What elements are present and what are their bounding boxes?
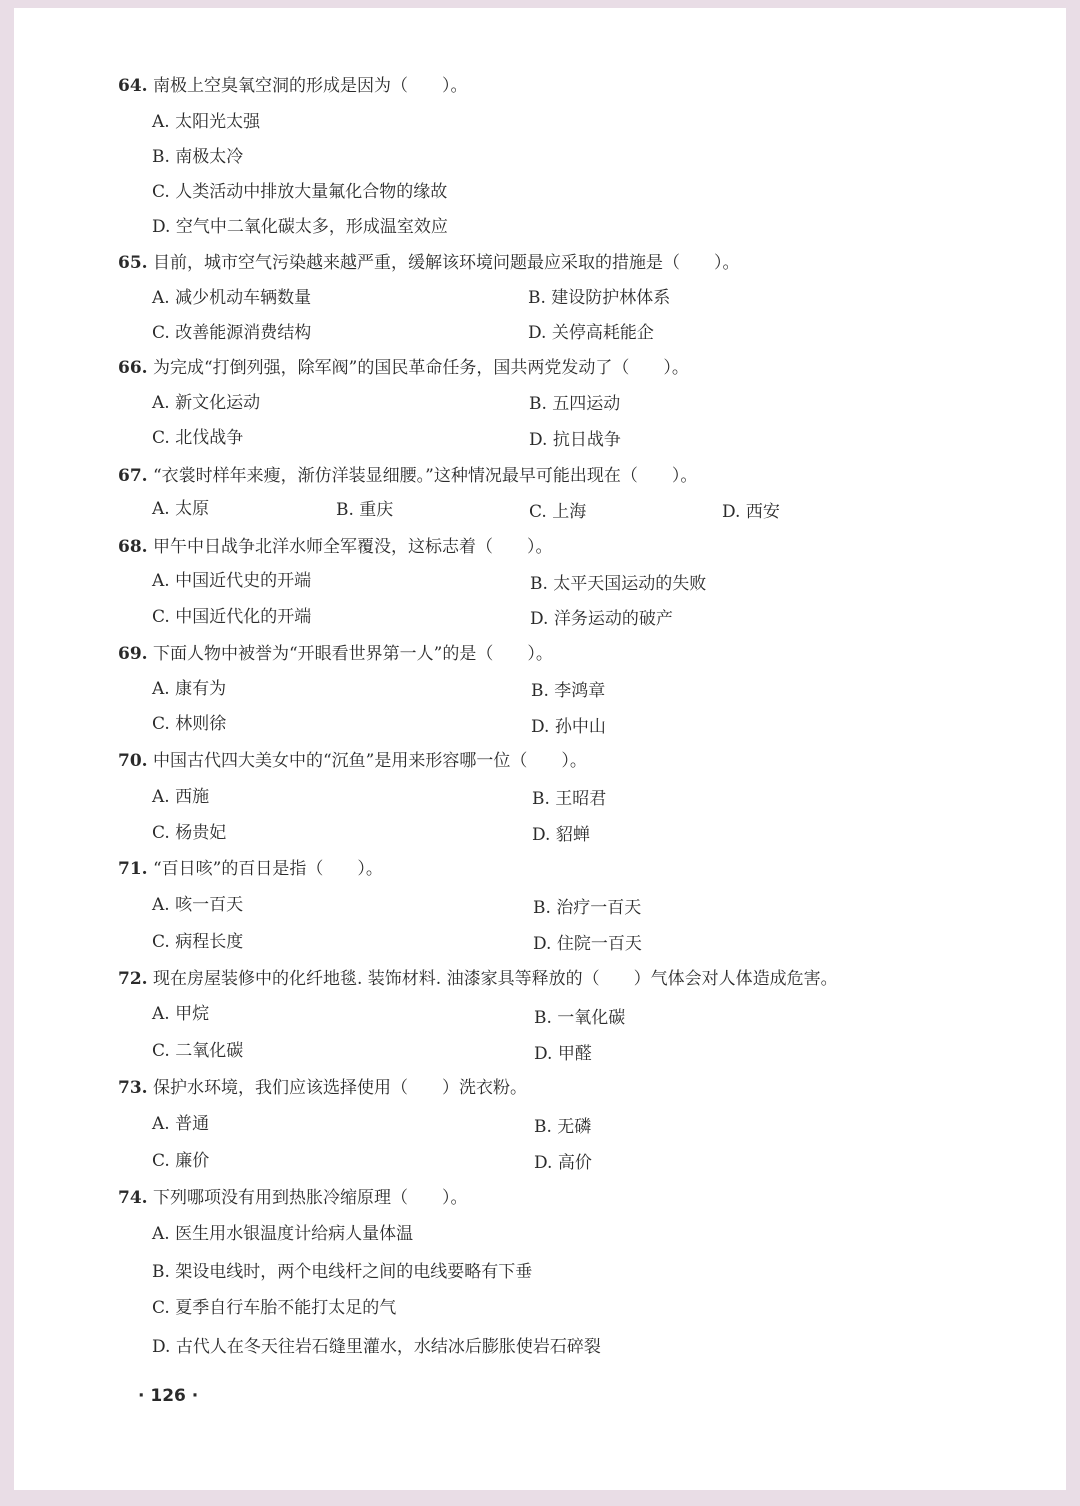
option-a: A. 新文化运动	[152, 393, 261, 413]
option-a: A. 咳一百天	[152, 895, 244, 915]
question-65	[118, 251, 739, 275]
question-67	[118, 464, 697, 488]
question-text: 现在房屋装修中的化纤地毯. 装饰材料. 油漆家具等释放的（ ）气体会对人体造成危害。	[152, 969, 838, 989]
option-b: B. 重庆	[336, 500, 394, 520]
question-text: 目前，城市空气污染越来越严重，缓解该环境问题最应采取的措施是（ ）。	[152, 253, 740, 273]
question-72	[118, 967, 838, 991]
option-c: C. 二氧化碳	[152, 1041, 244, 1061]
option-a: A. 太原	[152, 499, 210, 519]
question-69	[118, 642, 553, 666]
question-text: “百日咳”的百日是指（ ）。	[152, 859, 383, 879]
option-a: A. 普通	[152, 1114, 210, 1134]
question-number: 72.	[118, 969, 148, 989]
option-c: C. 北伐战争	[152, 428, 244, 448]
option-a: A. 甲烷	[152, 1004, 210, 1024]
option-b: B. 一氧化碳	[534, 1008, 626, 1028]
option-d: D. 西安	[722, 502, 780, 522]
question-number: 70.	[118, 751, 148, 771]
question-text: “衣裳时样年来瘦，渐仿洋装显细腰。”这种情况最早可能出现在（ ）。	[152, 466, 698, 486]
option-c: C. 杨贵妃	[152, 823, 227, 843]
question-text: 南极上空臭氧空洞的形成是因为（ ）。	[152, 76, 468, 96]
page-number: · 126 ·	[138, 1386, 199, 1406]
question-number: 74.	[118, 1188, 148, 1208]
option-c: C. 改善能源消费结构	[152, 323, 312, 343]
question-number: 69.	[118, 644, 148, 664]
option-a: A. 西施	[152, 787, 210, 807]
option-d: D. 抗日战争	[529, 430, 621, 450]
question-74	[118, 1186, 467, 1210]
option-b: B. 太平天国运动的失败	[530, 574, 707, 594]
option-d: D. 孙中山	[531, 717, 606, 737]
question-text: 甲午中日战争北洋水师全军覆没，这标志着（ ）。	[152, 537, 553, 557]
option-b: B. 治疗一百天	[533, 898, 642, 918]
option-a: A. 医生用水银温度计给病人量体温	[152, 1224, 414, 1244]
question-text: 中国古代四大美女中的“沉鱼”是用来形容哪一位（ ）。	[152, 751, 587, 771]
question-73	[118, 1076, 527, 1100]
question-number: 64.	[118, 76, 148, 96]
option-a: A. 中国近代史的开端	[152, 571, 312, 591]
option-b: B. 建设防护林体系	[528, 288, 671, 308]
question-68	[118, 535, 552, 559]
question-number: 65.	[118, 253, 148, 273]
option-d: D. 古代人在冬天往岩石缝里灌水，水结冰后膨胀使岩石碎裂	[152, 1337, 601, 1357]
question-text: 下列哪项没有用到热胀冷缩原理（ ）。	[152, 1188, 468, 1208]
option-c: C. 病程长度	[152, 932, 244, 952]
option-d: D. 洋务运动的破产	[530, 609, 673, 629]
option-a: A. 太阳光太强	[152, 112, 261, 132]
option-d: D. 住院一百天	[533, 934, 642, 954]
option-d: D. 甲醛	[534, 1044, 592, 1064]
option-a: A. 减少机动车辆数量	[152, 288, 312, 308]
option-c: C. 人类活动中排放大量氟化合物的缘故	[152, 182, 448, 202]
option-d: D. 高价	[534, 1153, 592, 1173]
option-b: B. 王昭君	[532, 789, 607, 809]
question-70	[118, 749, 587, 773]
option-a: A. 康有为	[152, 679, 227, 699]
option-c: C. 中国近代化的开端	[152, 607, 312, 627]
option-b: B. 无磷	[534, 1117, 592, 1137]
question-71	[118, 857, 383, 881]
option-c: C. 夏季自行车胎不能打太足的气	[152, 1298, 397, 1318]
option-b: B. 架设电线时，两个电线杆之间的电线要略有下垂	[152, 1262, 533, 1282]
question-64	[118, 74, 467, 98]
question-number: 66.	[118, 358, 148, 378]
option-b: B. 五四运动	[529, 394, 621, 414]
option-c: C. 林则徐	[152, 714, 227, 734]
question-number: 73.	[118, 1078, 148, 1098]
option-b: B. 南极太冷	[152, 147, 244, 167]
option-c: C. 廉价	[152, 1151, 210, 1171]
question-number: 68.	[118, 537, 148, 557]
question-number: 71.	[118, 859, 148, 879]
question-text: 为完成“打倒列强，除军阀”的国民革命任务，国共两党发动了（ ）。	[152, 358, 689, 378]
option-b: B. 李鸿章	[531, 681, 606, 701]
question-number: 67.	[118, 466, 148, 486]
question-66	[118, 356, 689, 380]
option-c: C. 上海	[529, 502, 587, 522]
question-text: 下面人物中被誉为“开眼看世界第一人”的是（ ）。	[152, 644, 553, 664]
option-d: D. 关停高耗能企	[528, 323, 654, 343]
question-text: 保护水环境，我们应该选择使用（ ）洗衣粉。	[152, 1078, 527, 1098]
option-d: D. 空气中二氧化碳太多，形成温室效应	[152, 217, 448, 237]
option-d: D. 貂蝉	[532, 825, 590, 845]
